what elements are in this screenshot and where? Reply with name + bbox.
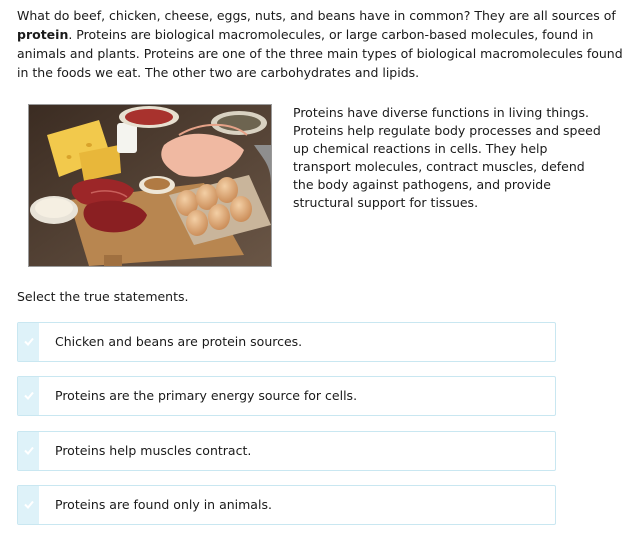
- intro-text-end: . Proteins are biological macromolecules, or large carbon-based molecules, found in animals and plants. Proteins are one of the three main types of biological macromolecules found in the foods we eat. The other two are carbohydrates and lipids.: [17, 27, 623, 80]
- checkbox-4[interactable]: [18, 486, 39, 524]
- answer-option-4[interactable]: [17, 485, 556, 525]
- protein-functions-text: Proteins have diverse functions in living things. Proteins help regulate body processes and speed up chemical reactions in cells. They help transport molecules, contract muscles, defend the body against pathogens, and provide structural support for tissues.: [293, 105, 601, 210]
- intro-bold-term: protein: [17, 27, 69, 42]
- option-label: Proteins are found only in animals.: [55, 497, 272, 512]
- protein-foods-photo: [28, 104, 272, 267]
- option-label: Chicken and beans are protein sources.: [55, 334, 303, 349]
- intro-paragraph: [17, 6, 623, 82]
- option-label: Proteins help muscles contract.: [55, 443, 252, 458]
- check-icon: [24, 337, 34, 346]
- check-icon: [24, 446, 34, 455]
- option-label: Proteins are the primary energy source for cells.: [55, 388, 358, 403]
- answer-option-2[interactable]: [17, 376, 556, 416]
- answer-option-3[interactable]: [17, 431, 556, 471]
- checkbox-2[interactable]: [18, 377, 39, 415]
- intro-text-start: What do beef, chicken, cheese, eggs, nuts, and beans have in common? They are all sources of: [17, 8, 616, 23]
- check-icon: [24, 500, 34, 509]
- answer-option-1[interactable]: [17, 322, 556, 362]
- check-icon: [24, 391, 34, 400]
- protein-foods-illustration: [29, 105, 271, 266]
- question-prompt: Select the true statements.: [17, 289, 189, 304]
- checkbox-3[interactable]: [18, 432, 39, 470]
- checkbox-1[interactable]: [18, 323, 39, 361]
